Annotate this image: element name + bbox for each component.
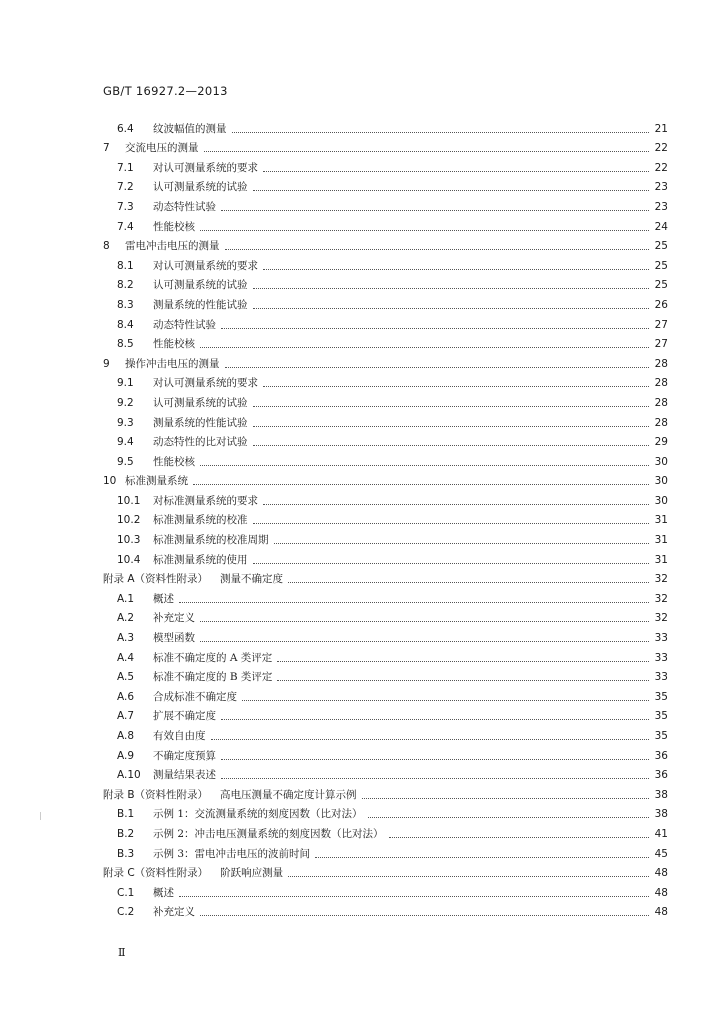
toc-section-entry[interactable] xyxy=(103,508,668,528)
toc-entry-title: 补充定义 xyxy=(153,612,195,625)
toc-section-entry[interactable] xyxy=(103,312,668,332)
toc-entry-page: 26 xyxy=(654,298,668,311)
toc-entry-page: 22 xyxy=(654,142,668,155)
toc-entry-title: 概述 xyxy=(153,886,174,899)
toc-entry-title: 动态特性试验 xyxy=(153,200,216,213)
toc-entry-number: 10.2 xyxy=(117,514,141,527)
dot-leader xyxy=(389,836,649,838)
dot-leader xyxy=(225,248,650,250)
toc-section-entry[interactable] xyxy=(103,332,668,352)
toc-entry-title: 标准不确定度的 B 类评定 xyxy=(153,671,273,684)
toc-entry-page: 29 xyxy=(654,436,668,449)
toc-section-entry[interactable] xyxy=(103,684,668,704)
toc-entry-page: 22 xyxy=(654,161,668,174)
toc-section-entry[interactable] xyxy=(103,645,668,665)
toc-entry-page: 25 xyxy=(654,240,668,253)
toc-entry-number: 7.2 xyxy=(117,181,134,194)
toc-entry-page: 45 xyxy=(654,847,668,860)
toc-chapter-entry[interactable] xyxy=(103,782,668,802)
dot-leader xyxy=(242,699,649,701)
dot-leader xyxy=(288,581,649,583)
toc-entry-number: 10.4 xyxy=(117,553,141,566)
toc-entry-title: 认可测量系统的试验 xyxy=(153,396,248,409)
toc-entry-title: 标准测量系统的校准 xyxy=(153,514,248,527)
toc-chapter-entry[interactable] xyxy=(103,351,668,371)
toc-entry-title: 合成标准不确定度 xyxy=(153,690,237,703)
toc-entry-page: 30 xyxy=(654,455,668,468)
toc-entry-page: 38 xyxy=(654,788,668,801)
dot-leader xyxy=(263,268,649,270)
toc-entry-page: 25 xyxy=(654,279,668,292)
dot-leader xyxy=(200,464,649,466)
toc-entry-page: 31 xyxy=(654,553,668,566)
toc-entry-title: 性能校核 xyxy=(153,455,195,468)
toc-entry-number: A.5 xyxy=(117,671,135,684)
toc-entry-page: 48 xyxy=(654,886,668,899)
toc-section-entry[interactable] xyxy=(103,606,668,626)
toc-entry-title: 示例 3：雷电冲击电压的波前时间 xyxy=(153,847,311,860)
dot-leader xyxy=(277,679,649,681)
toc-section-entry[interactable] xyxy=(103,527,668,547)
dot-leader xyxy=(193,483,649,485)
toc-entry-title: 阶跃响应测量 xyxy=(220,867,284,880)
toc-entry-number: 9.5 xyxy=(117,455,134,468)
toc-section-entry[interactable] xyxy=(103,371,668,391)
toc-entry-number: 8 xyxy=(103,240,110,253)
toc-entry-title: 扩展不确定度 xyxy=(153,710,216,723)
toc-entry-page: 31 xyxy=(654,534,668,547)
dot-leader xyxy=(253,405,650,407)
toc-entry-number: 附录 B（资料性附录） xyxy=(103,788,209,801)
dot-leader xyxy=(253,444,650,446)
dot-leader xyxy=(200,640,649,642)
toc-entry-title: 测量不确定度 xyxy=(220,573,284,586)
toc-entry-page: 28 xyxy=(654,377,668,390)
toc-section-entry[interactable] xyxy=(103,547,668,567)
table-of-contents xyxy=(103,116,668,919)
toc-entry-number: B.2 xyxy=(117,827,135,840)
dot-leader xyxy=(179,895,649,897)
dot-leader xyxy=(274,542,650,544)
toc-entry-number: A.3 xyxy=(117,632,135,645)
toc-entry-page: 30 xyxy=(654,494,668,507)
toc-entry-page: 35 xyxy=(654,710,668,723)
toc-entry-number: 6.4 xyxy=(117,122,134,135)
toc-section-entry[interactable] xyxy=(103,665,668,685)
dot-leader xyxy=(277,660,649,662)
toc-section-entry[interactable] xyxy=(103,410,668,430)
toc-entry-title: 纹波幅值的测量 xyxy=(153,122,227,135)
toc-entry-page: 31 xyxy=(654,514,668,527)
dot-leader xyxy=(263,385,649,387)
toc-entry-number: 附录 A（资料性附录） xyxy=(103,573,209,586)
toc-entry-number: 10 xyxy=(103,475,117,488)
toc-entry-title: 测量系统的性能试验 xyxy=(153,416,248,429)
toc-entry-page: 21 xyxy=(654,122,668,135)
toc-entry-page: 28 xyxy=(654,416,668,429)
toc-entry-title: 认可测量系统的试验 xyxy=(153,279,248,292)
toc-entry-number: A.4 xyxy=(117,651,135,664)
toc-section-entry[interactable] xyxy=(103,449,668,469)
toc-entry-number: A.1 xyxy=(117,592,135,605)
toc-entry-number: 9.2 xyxy=(117,396,134,409)
toc-entry-page: 25 xyxy=(654,259,668,272)
toc-section-entry[interactable] xyxy=(103,253,668,273)
dot-leader xyxy=(211,738,650,740)
scan-mark xyxy=(40,812,41,820)
toc-section-entry[interactable] xyxy=(103,155,668,175)
toc-entry-page: 28 xyxy=(654,396,668,409)
toc-entry-number: 7.4 xyxy=(117,220,134,233)
toc-entry-number: 9.3 xyxy=(117,416,134,429)
toc-entry-title: 标准测量系统 xyxy=(125,475,188,488)
toc-entry-title: 示例 1：交流测量系统的刻度因数（比对法） xyxy=(153,808,363,821)
toc-entry-page: 24 xyxy=(654,220,668,233)
toc-entry-page: 35 xyxy=(654,730,668,742)
toc-entry-title: 对认可测量系统的要求 xyxy=(153,377,258,390)
toc-entry-title: 认可测量系统的试验 xyxy=(153,181,248,194)
toc-entry-title: 高电压测量不确定度计算示例 xyxy=(220,788,357,801)
toc-entry-title: 标准测量系统的使用 xyxy=(153,553,248,566)
toc-section-entry[interactable] xyxy=(103,273,668,293)
toc-section-entry[interactable] xyxy=(103,880,668,900)
toc-entry-number: 8.4 xyxy=(117,318,134,331)
toc-section-entry[interactable] xyxy=(103,763,668,783)
toc-entry-page: 36 xyxy=(654,769,668,782)
toc-chapter-entry[interactable] xyxy=(103,136,668,156)
toc-entry-number: 7 xyxy=(103,142,110,155)
toc-entry-title: 测量系统的性能试验 xyxy=(153,298,248,311)
toc-section-entry[interactable] xyxy=(103,625,668,645)
toc-section-entry[interactable] xyxy=(103,723,668,743)
toc-entry-title: 性能校核 xyxy=(153,220,195,233)
toc-entry-number: 8.3 xyxy=(117,298,134,311)
dot-leader xyxy=(253,307,650,309)
toc-entry-title: 性能校核 xyxy=(153,338,195,351)
toc-section-entry[interactable] xyxy=(103,488,668,508)
toc-entry-number: 7.3 xyxy=(117,200,134,213)
toc-section-entry[interactable] xyxy=(103,841,668,861)
toc-entry-page: 32 xyxy=(654,592,668,605)
dot-leader xyxy=(204,150,650,152)
toc-entry-number: A.2 xyxy=(117,612,135,625)
toc-entry-page: 35 xyxy=(654,690,668,703)
toc-entry-page: 41 xyxy=(654,827,668,840)
toc-entry-page: 33 xyxy=(654,632,668,645)
toc-entry-page: 27 xyxy=(654,338,668,351)
toc-section-entry[interactable] xyxy=(103,900,668,920)
toc-entry-title: 标准测量系统的校准周期 xyxy=(153,534,269,547)
dot-leader xyxy=(221,777,649,779)
dot-leader xyxy=(253,562,650,564)
dot-leader xyxy=(232,131,650,133)
dot-leader xyxy=(253,287,650,289)
toc-entry-page: 48 xyxy=(654,867,668,880)
toc-entry-page: 38 xyxy=(654,808,668,821)
toc-section-entry[interactable] xyxy=(103,116,668,136)
toc-entry-number: C.2 xyxy=(117,906,135,919)
toc-entry-title: 动态特性试验 xyxy=(153,318,216,331)
toc-entry-page: 32 xyxy=(654,573,668,586)
toc-entry-number: A.9 xyxy=(117,749,135,762)
toc-entry-page: 33 xyxy=(654,651,668,664)
toc-section-entry[interactable] xyxy=(103,802,668,822)
toc-entry-title: 对标准测量系统的要求 xyxy=(153,494,258,507)
dot-leader xyxy=(179,601,649,603)
toc-entry-number: 9 xyxy=(103,357,110,370)
toc-entry-title: 测量结果表述 xyxy=(153,769,216,782)
toc-entry-number: 10.1 xyxy=(117,494,141,507)
dot-leader xyxy=(200,346,649,348)
dot-leader xyxy=(221,758,649,760)
toc-entry-title: 示例 2：冲击电压测量系统的刻度因数（比对法） xyxy=(153,827,384,840)
dot-leader xyxy=(263,503,649,505)
toc-section-entry[interactable] xyxy=(103,743,668,763)
toc-entry-title: 操作冲击电压的测量 xyxy=(125,357,220,370)
dot-leader xyxy=(221,718,649,720)
toc-entry-page: 48 xyxy=(654,906,668,919)
toc-chapter-entry[interactable] xyxy=(103,234,668,254)
toc-section-entry[interactable] xyxy=(103,586,668,606)
toc-entry-page: 23 xyxy=(654,200,668,213)
dot-leader xyxy=(368,816,649,818)
toc-entry-title: 动态特性的比对试验 xyxy=(153,436,248,449)
toc-entry-title: 交流电压的测量 xyxy=(125,142,199,155)
toc-entry-number: 9.4 xyxy=(117,436,134,449)
toc-entry-number: A.10 xyxy=(117,769,141,782)
dot-leader xyxy=(288,875,649,877)
toc-entry-number: 8.1 xyxy=(117,259,134,272)
toc-chapter-entry[interactable] xyxy=(103,469,668,489)
toc-entry-title: 对认可测量系统的要求 xyxy=(153,259,258,272)
toc-entry-number: 8.2 xyxy=(117,279,134,292)
toc-entry-number: B.1 xyxy=(117,808,135,821)
toc-entry-page: 28 xyxy=(654,357,668,370)
toc-entry-page: 30 xyxy=(654,475,668,488)
toc-entry-number: A.7 xyxy=(117,710,135,723)
dot-leader xyxy=(200,229,649,231)
dot-leader xyxy=(253,522,650,524)
dot-leader xyxy=(200,620,649,622)
toc-section-entry[interactable] xyxy=(103,292,668,312)
toc-entry-title: 补充定义 xyxy=(153,906,195,919)
dot-leader xyxy=(221,209,649,211)
toc-section-entry[interactable] xyxy=(103,194,668,214)
toc-entry-number: A.6 xyxy=(117,690,135,703)
standard-number: GB/T 16927.2—2013 xyxy=(103,84,228,98)
dot-leader xyxy=(225,366,650,368)
toc-entry-page: 33 xyxy=(654,671,668,684)
toc-chapter-entry[interactable] xyxy=(103,861,668,881)
dot-leader xyxy=(263,170,649,172)
dot-leader xyxy=(253,189,650,191)
toc-entry-title: 概述 xyxy=(153,592,174,605)
toc-entry-page: 27 xyxy=(654,318,668,331)
dot-leader xyxy=(362,797,649,799)
toc-entry-number: 10.3 xyxy=(117,534,141,547)
toc-entry-title: 有效自由度 xyxy=(153,730,206,742)
toc-entry-page: 36 xyxy=(654,749,668,762)
toc-entry-title: 标准不确定度的 A 类评定 xyxy=(153,651,273,664)
toc-section-entry[interactable] xyxy=(103,704,668,724)
toc-entry-number: 7.1 xyxy=(117,161,134,174)
toc-chapter-entry[interactable] xyxy=(103,567,668,587)
toc-section-entry[interactable] xyxy=(103,390,668,410)
toc-section-entry[interactable] xyxy=(103,821,668,841)
page-number: Ⅱ xyxy=(118,946,126,959)
dot-leader xyxy=(253,425,650,427)
toc-entry-title: 不确定度预算 xyxy=(153,749,216,762)
toc-entry-number: 9.1 xyxy=(117,377,134,390)
toc-entry-page: 32 xyxy=(654,612,668,625)
toc-entry-title: 对认可测量系统的要求 xyxy=(153,161,258,174)
dot-leader xyxy=(315,856,649,858)
toc-section-entry[interactable] xyxy=(103,430,668,450)
toc-entry-title: 模型函数 xyxy=(153,632,195,645)
toc-entry-page: 23 xyxy=(654,181,668,194)
toc-entry-number: 8.5 xyxy=(117,338,134,351)
dot-leader xyxy=(200,914,649,916)
toc-entry-number: 附录 C（资料性附录） xyxy=(103,867,209,880)
dot-leader xyxy=(221,327,649,329)
toc-entry-number: A.8 xyxy=(117,730,135,742)
toc-entry-title: 雷电冲击电压的测量 xyxy=(125,240,220,253)
toc-entry-number: B.3 xyxy=(117,847,135,860)
toc-entry-number: C.1 xyxy=(117,886,135,899)
toc-section-entry[interactable] xyxy=(103,214,668,234)
toc-section-entry[interactable] xyxy=(103,175,668,195)
